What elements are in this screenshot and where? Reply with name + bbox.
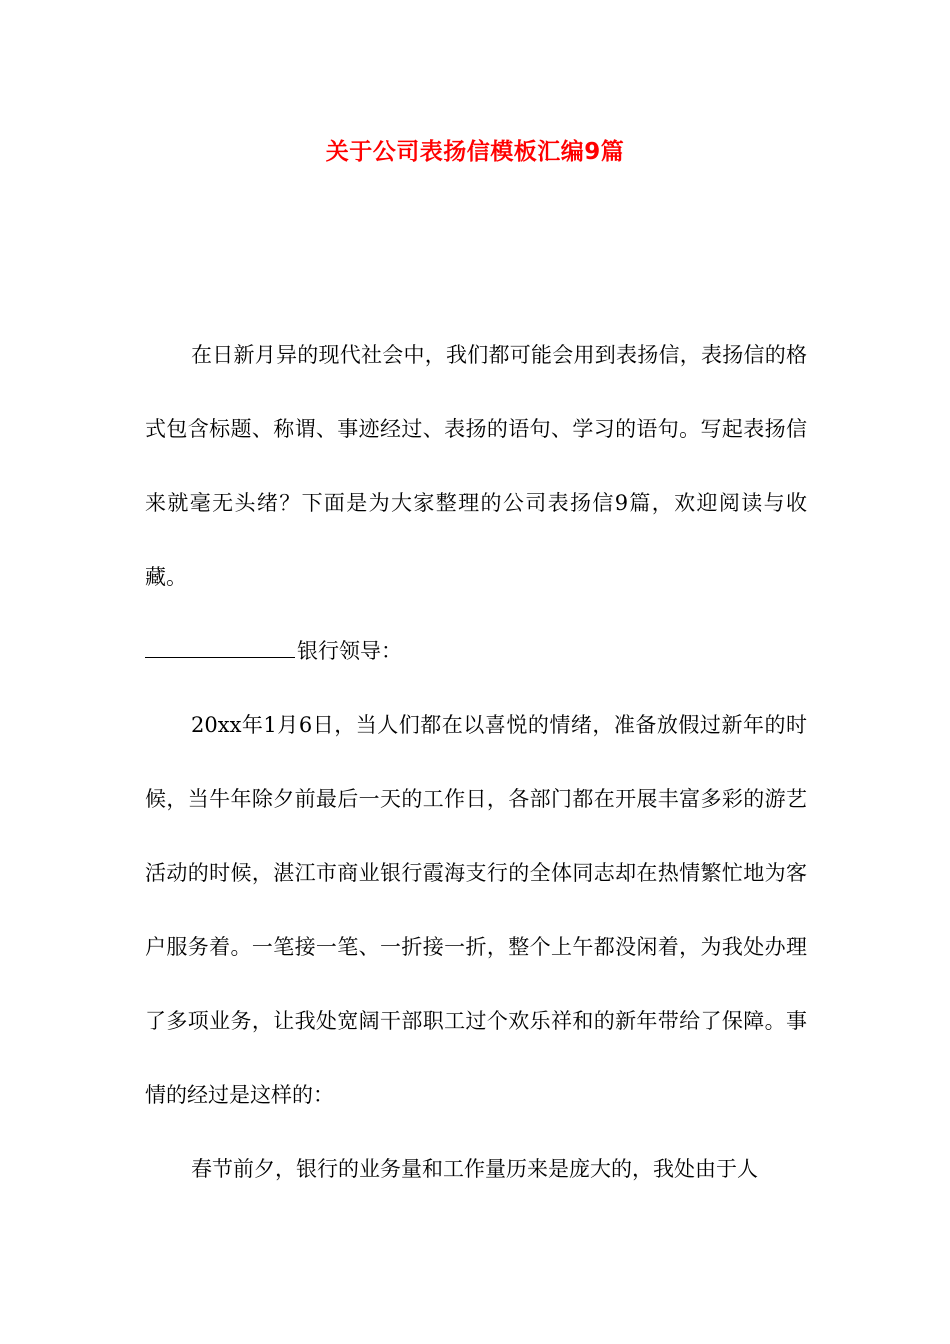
document-body: [145, 318, 807, 1206]
salutation-text: 银行领导：: [297, 639, 402, 663]
document-title: 关于公司表扬信模板汇编9篇: [325, 139, 625, 165]
intro-paragraph: 在日新月异的现代社会中，我们都可能会用到表扬信，表扬信的格式包含标题、称谓、事迹经过、表扬的语句、学习的语句。写起表扬信来就毫无头绪？下面是为大家整理的公司表扬信9篇，欢迎阅读与收藏。: [145, 343, 807, 589]
body-paragraph-2: 春节前夕，银行的业务量和工作量历来是庞大的，我处由于人: [191, 1157, 758, 1181]
blank-underline: [145, 641, 295, 658]
body-paragraph-1: 20xx年1月6日，当人们都在以喜悦的情绪，准备放假过新年的时候，当牛年除夕前最后一天的工作日，各部门都在开展丰富多彩的游艺活动的时候，湛江市商业银行霞海支行的全体同志却在热情繁忙地为客户服务着。一笔接一笔、一折接一折，整个上午都没闲着，为我处办理了多项业务，让我处宽阔干部职工过个欢乐祥和的新年带给了保障。事情的经过是这样的：: [145, 713, 807, 1107]
salutation-line: [145, 614, 807, 688]
